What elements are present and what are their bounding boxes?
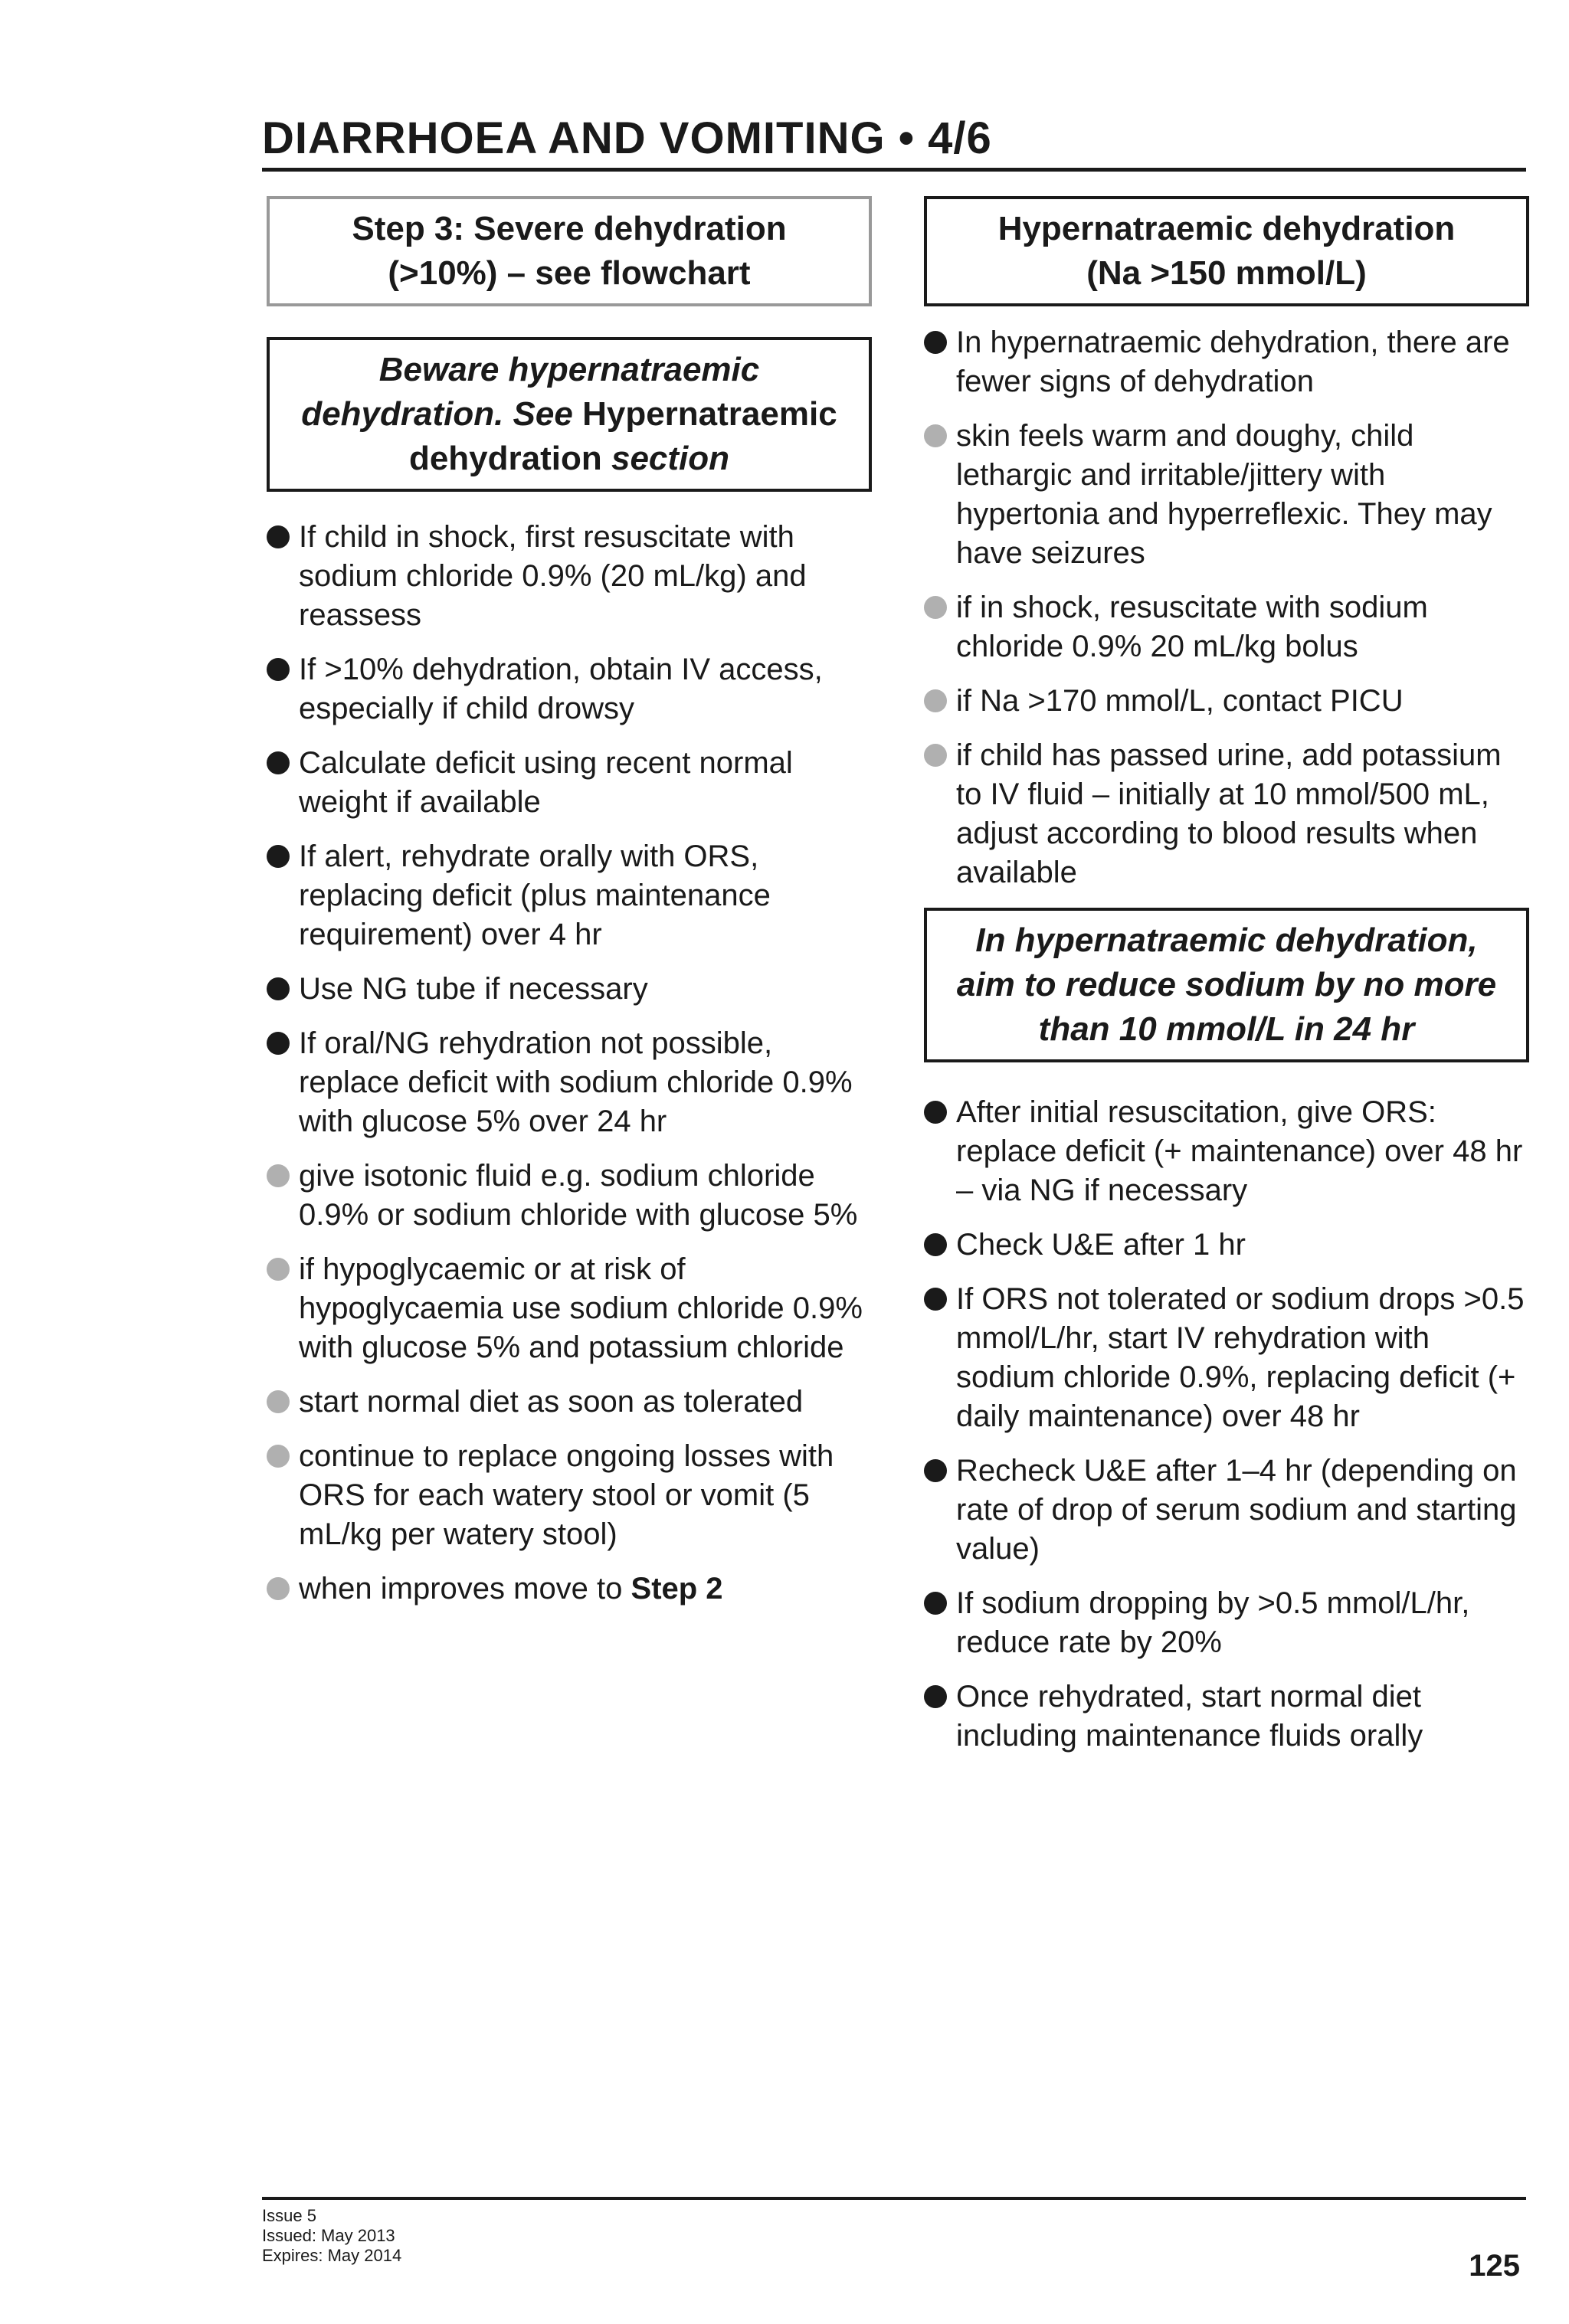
- list-item: [267, 1024, 872, 1141]
- bullet-text: continue to replace ongoing losses with ORS for each watery stool or vomit (5 mL/kg per watery stool): [299, 1439, 834, 1551]
- right-bullet-list-1: [924, 323, 1529, 892]
- bullet-text: If ORS not tolerated or sodium drops >0.5 mmol/L/hr, start IV rehydration with sodium chloride 0.9%, replacing deficit (+ daily maintenance) over 48 hr: [956, 1282, 1525, 1433]
- sub-bullet-dot-icon: [267, 1164, 290, 1187]
- aim-box-line3: than 10 mmol/L in 24 hr: [1038, 1010, 1415, 1048]
- page-header: [262, 113, 1526, 172]
- beware-box: [267, 337, 872, 492]
- hyper-box-line2: (Na >150 mmol/L): [1086, 254, 1367, 292]
- bullet-dot-icon: [267, 525, 290, 548]
- sub-bullet-dot-icon: [924, 744, 947, 767]
- bullet-text-prefix: when improves move to: [299, 1572, 631, 1606]
- bullet-dot-icon: [924, 1459, 947, 1482]
- list-item: [924, 1226, 1529, 1265]
- footer-issue: Issue 5: [262, 2206, 316, 2225]
- list-item: [924, 682, 1529, 721]
- list-item: [924, 588, 1529, 666]
- sub-bullet-dot-icon: [924, 424, 947, 447]
- bullet-dot-icon: [267, 977, 290, 1000]
- list-item: [267, 970, 872, 1009]
- step3-box: [267, 196, 872, 306]
- sub-bullet-dot-icon: [924, 596, 947, 619]
- bullet-dot-icon: [267, 751, 290, 774]
- list-item: [924, 1678, 1529, 1756]
- list-item: [924, 1093, 1529, 1210]
- footer-expires: Expires: May 2014: [262, 2246, 402, 2265]
- sub-bullet-dot-icon: [924, 689, 947, 712]
- step2-link-text: Step 2: [631, 1572, 723, 1606]
- list-item: [924, 323, 1529, 401]
- right-column: [924, 196, 1529, 1771]
- bullet-dot-icon: [924, 1288, 947, 1311]
- list-item: [267, 1250, 872, 1367]
- beware-line3-italic: section: [611, 440, 730, 477]
- bullet-text: If oral/NG rehydration not possible, replace deficit with sodium chloride 0.9% with glucose 5% over 24 hr: [299, 1026, 853, 1138]
- bullet-dot-icon: [267, 1032, 290, 1055]
- list-item: [924, 417, 1529, 573]
- list-item: [924, 1280, 1529, 1436]
- bullet-text: Recheck U&E after 1–4 hr (depending on rate of drop of serum sodium and starting value): [956, 1454, 1517, 1566]
- list-item: [924, 1452, 1529, 1569]
- bullet-text: Once rehydrated, start normal diet including maintenance fluids orally: [956, 1680, 1423, 1753]
- bullet-text: if Na >170 mmol/L, contact PICU: [956, 684, 1404, 718]
- bullet-text: give isotonic fluid e.g. sodium chloride 0.9% or sodium chloride with glucose 5%: [299, 1159, 858, 1232]
- beware-line1: Beware hypernatraemic: [378, 351, 760, 388]
- step3-box-line1: Step 3: Severe dehydration: [352, 210, 787, 247]
- bullet-dot-icon: [924, 1233, 947, 1256]
- list-item: [924, 1584, 1529, 1662]
- step3-box-line2: (>10%) – see flowchart: [388, 254, 751, 292]
- bullet-text: If sodium dropping by >0.5 mmol/L/hr, reduce rate by 20%: [956, 1586, 1470, 1659]
- list-item: [267, 1570, 872, 1609]
- sub-bullet-dot-icon: [267, 1577, 290, 1600]
- bullet-dot-icon: [924, 1101, 947, 1124]
- list-item: [267, 650, 872, 728]
- footer-issued: Issued: May 2013: [262, 2226, 395, 2245]
- bullet-dot-icon: [267, 845, 290, 868]
- bullet-dot-icon: [267, 658, 290, 681]
- bullet-dot-icon: [924, 331, 947, 354]
- aim-box: [924, 908, 1529, 1062]
- bullet-text: Check U&E after 1 hr: [956, 1228, 1246, 1262]
- bullet-text: If child in shock, first resuscitate with sodium chloride 0.9% (20 mL/kg) and reassess: [299, 520, 807, 632]
- sub-bullet-dot-icon: [267, 1390, 290, 1413]
- left-bullet-list: [267, 518, 872, 1609]
- list-item: [267, 1383, 872, 1422]
- aim-box-line1: In hypernatraemic dehydration,: [975, 921, 1478, 959]
- bullet-text: if in shock, resuscitate with sodium chloride 0.9% 20 mL/kg bolus: [956, 591, 1428, 663]
- bullet-text: After initial resuscitation, give ORS: replace deficit (+ maintenance) over 48 hr – via NG if necessary: [956, 1095, 1523, 1207]
- hyper-box-line1: Hypernatraemic dehydration: [997, 210, 1456, 247]
- bullet-text: skin feels warm and doughy, child lethargic and irritable/jittery with hypertonia and hyperreflexic. They may have seizures: [956, 419, 1492, 570]
- bullet-text: Use NG tube if necessary: [299, 972, 648, 1006]
- hypernatraemic-box: [924, 196, 1529, 306]
- list-item: [267, 1157, 872, 1235]
- list-item: [924, 736, 1529, 892]
- left-column: [267, 196, 872, 1624]
- page-number: 125: [1469, 2249, 1520, 2283]
- bullet-text: If alert, rehydrate orally with ORS, replacing deficit (plus maintenance requirement) over 4 hr: [299, 840, 771, 951]
- bullet-dot-icon: [924, 1685, 947, 1708]
- page-title: DIARRHOEA AND VOMITING • 4/6: [262, 113, 992, 163]
- list-item: [267, 518, 872, 635]
- bullet-text: Calculate deficit using recent normal weight if available: [299, 746, 793, 819]
- page-footer: [262, 2197, 1526, 2283]
- sub-bullet-dot-icon: [267, 1258, 290, 1281]
- list-item: [267, 744, 872, 822]
- beware-line3-plain: dehydration: [408, 440, 602, 477]
- bullet-text: start normal diet as soon as tolerated: [299, 1385, 804, 1419]
- bullet-dot-icon: [924, 1592, 947, 1615]
- aim-box-line2: aim to reduce sodium by no more: [956, 966, 1497, 1003]
- beware-line2-italic: dehydration. See: [301, 395, 573, 433]
- bullet-text: If >10% dehydration, obtain IV access, especially if child drowsy: [299, 653, 823, 725]
- bullet-text: if child has passed urine, add potassium to IV fluid – initially at 10 mmol/500 mL, adjust according to blood results when available: [956, 738, 1502, 889]
- bullet-text: if hypoglycaemic or at risk of hypoglycaemia use sodium chloride 0.9% with glucose 5% and potassium chloride: [299, 1252, 863, 1364]
- bullet-text: In hypernatraemic dehydration, there are fewer signs of dehydration: [956, 326, 1510, 398]
- sub-bullet-dot-icon: [267, 1445, 290, 1468]
- list-item: [267, 837, 872, 954]
- right-bullet-list-2: [924, 1093, 1529, 1756]
- beware-line2-bold: Hypernatraemic: [582, 395, 837, 433]
- list-item: [267, 1437, 872, 1554]
